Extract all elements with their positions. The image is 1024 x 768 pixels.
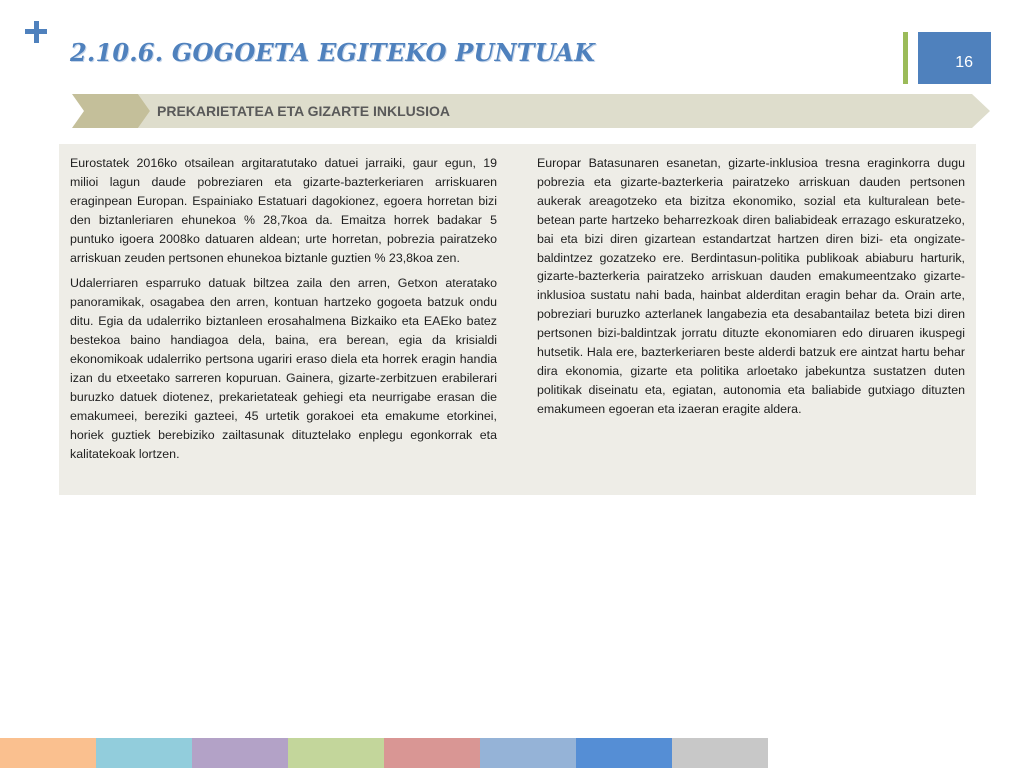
page-title: 2.10.6. GOGOETA EGITEKO PUNTUAK	[70, 38, 596, 67]
footer-color-strip	[0, 738, 768, 768]
plus-icon	[25, 20, 49, 44]
left-paragraph-1: Eurostatek 2016ko otsailean argitaratutako datuei jarraiki, gaur egun, 19 milioi lagun daude pobreziaren eta gizarte-bazterkeriaren arriskuaren eraginpean Europan. Espainiako Estatuari dagokionez, egoera horretan bizi den biztanleriaren ehunekoa % 28,7koa da. Emaitza horrek badakar 5 puntuko igoera 2008ko datuaren aldean; urte horretan, pobrezia pairatzeko arriskuan zeuden pertsonen ehunekoa biztanle guztien % 23,8koa zen.	[70, 156, 497, 265]
strip-segment-red	[384, 738, 480, 768]
strip-segment-purple	[192, 738, 288, 768]
strip-segment-cyan	[96, 738, 192, 768]
strip-segment-gray	[672, 738, 768, 768]
banner-chevron-dark	[72, 94, 150, 128]
right-column	[537, 154, 965, 426]
strip-segment-blue	[576, 738, 672, 768]
right-paragraph-1: Europar Batasunaren esanetan, gizarte-inklusioa tresna eraginkorra dugu pobrezia eta gizarte-bazterkeria pairatzeko arriskuan dauden pertsonen aukerak areagotzeko eta bizitza ekonomiko, sozial eta kulturalean bete-betean parte hartzeko beharrezkoak diren baliabideak errazago eskuratzeko, bai eta bizi diren gizartean estandartzat hartzen diren bizi- eta ongizate-baldintzez gozatzeko ere. Berdintasun-politika publikoak abiaburu harturik, gizarte-bazterkeria pairatzeko arriskuan dauden emakumeentzako gizarte-inklusioa sustatu nahi bada, hainbat alderditan eragin behar da. Orain arte, pobreziari buruzko azterlanek langabezia eta desabantailaz beteta bizi diren pertsonen bizi-baldintzak jorratu dituzte ekonomiaren edo diruaren ikuspegi hutsetik. Hala ere, bazterkeriaren beste alderdi batzuk ere aintzat hartu behar dira ekonomia, gizarte eta politika arloetako jabekuntza sustatzen duten politikak diseinatu eta, egiatan, autonomia eta baliabide gutxiago dituzten emakumeen egoeran eta izaeran eragite aldera.	[537, 156, 965, 416]
page-number-label: 16	[955, 54, 973, 71]
left-column	[70, 154, 497, 471]
banner-label: PREKARIETATEA ETA GIZARTE INKLUSIOA	[157, 103, 450, 119]
content-panel	[59, 144, 976, 495]
strip-segment-green	[288, 738, 384, 768]
page-number	[918, 32, 991, 84]
accent-bar	[903, 32, 908, 84]
strip-segment-orange	[0, 738, 96, 768]
section-banner	[72, 94, 990, 128]
left-paragraph-2: Udalerriaren esparruko datuak biltzea zaila den arren, Getxon ateratako panoramikak, osagabea den arren, kontuan hartzeko gogoeta batzuk ondu ditu. Egia da udalerriko biztanleen erosahalmena Bizkaiko eta EAEko batez bestekoa baino handiagoa dela, baina, era berean, egia da krisialdi ekonomikoak udalerriko pertsona ugariri eraso diela eta horrek eragin handia izan du etxeetako sarreren kopuruan. Gainera, gizarte-zerbitzuen erabilerari buruzko datuek diotenez, prekarietateak gehiegi eta neurrigabe erasan die emakumeei, bereziki gazteei, 45 urtetik gorakoei eta emakume etorkinei, horiek guztiek berebiziko zailtasunak dituztelako enplegu egonkorrak eta kalitatekoak lortzen.	[70, 276, 497, 461]
strip-segment-light-blue	[480, 738, 576, 768]
